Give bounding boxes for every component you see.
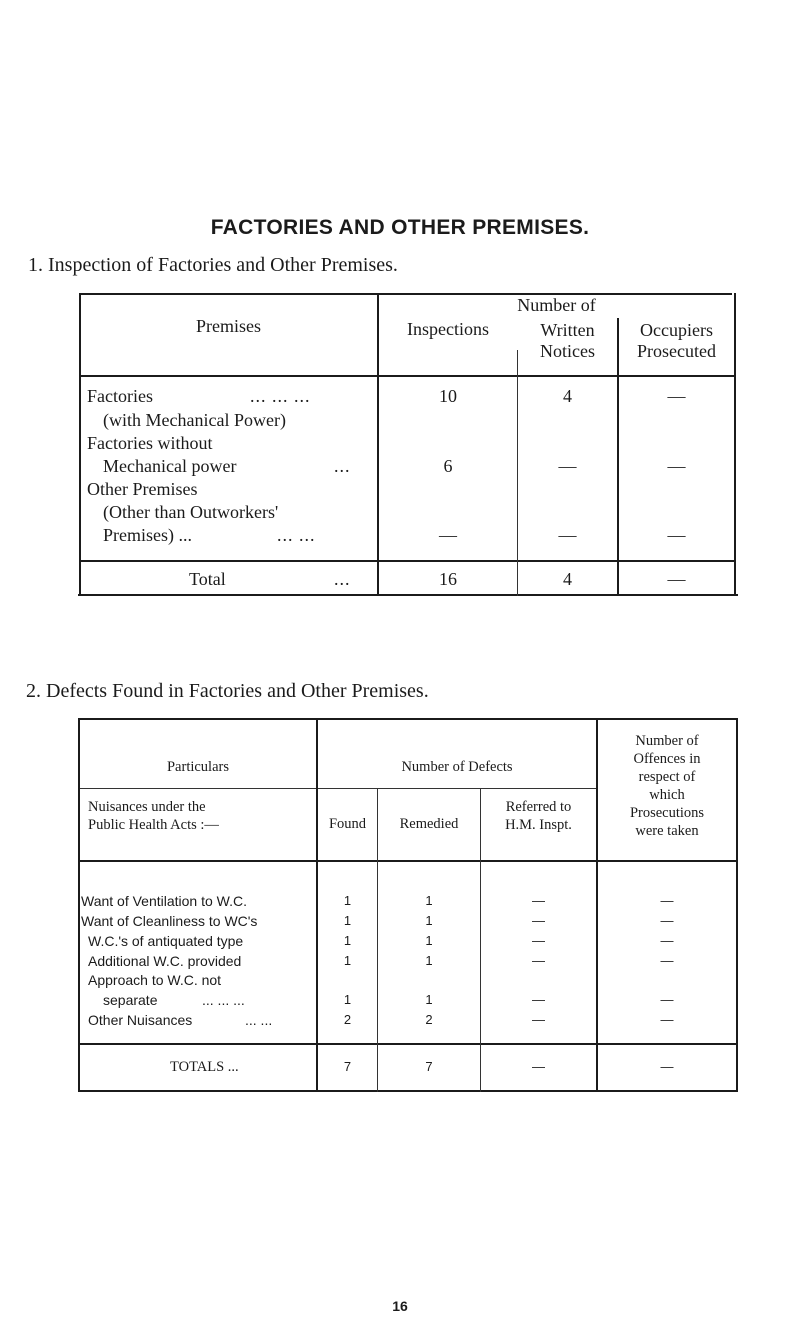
col-header-referred: Referred to H.M. Inspt. [505,799,572,833]
section-2-heading: 2. Defects Found in Factories and Other Premises. [26,680,429,702]
cell-referred: — [532,953,545,968]
table2-bottom-border [78,1090,738,1092]
table2-totals-rule [80,1043,736,1045]
leader-dots: ... ... ... [202,992,245,1008]
defect-row-label: Other Nuisances [88,1012,193,1028]
col-header-remedied: Remedied [399,816,459,832]
cell-found: 1 [343,913,352,928]
row-label: Factories [87,386,153,406]
cell-offences: — [660,953,674,968]
row-label-continued: Premises) ... [103,525,192,545]
cell-inspections: — [439,525,457,545]
table2-header-rule [80,860,736,862]
page-title: FACTORIES AND OTHER PREMISES. [210,216,590,239]
total-inspections: 16 [439,569,457,589]
leader-dots: ... ... [277,525,316,545]
totals-label: TOTALS ... [170,1059,239,1075]
defect-row-label-continued: separate [103,992,158,1008]
row-label-continued: (Other than Outworkers' [103,502,279,522]
col-header-inspections: Inspections [407,319,489,339]
col-group-header: Number of [517,295,596,315]
cell-found: 1 [343,893,352,908]
cell-remedied: 1 [425,953,433,968]
cell-referred: — [532,992,545,1007]
cell-found: 1 [343,953,352,968]
section-1-heading: 1. Inspection of Factories and Other Premises. [28,254,398,276]
cell-referred: — [532,1012,545,1027]
cell-offences: — [660,933,674,948]
cell-offences: — [660,893,674,908]
cell-referred: — [532,913,545,928]
cell-occupiers: — [667,386,686,406]
cell-written-notices: — [558,456,577,476]
cell-remedied: 1 [425,933,433,948]
cell-found: 1 [343,933,352,948]
cell-referred: — [532,933,545,948]
col-header-premises: Premises [196,316,261,336]
page-number: 16 [392,1298,408,1314]
cell-found: 2 [343,1012,352,1027]
col-header-occupiers-prosecuted: Occupiers Prosecuted [637,320,716,361]
totals-offences: — [660,1059,674,1074]
cell-offences: — [660,1012,674,1027]
cell-remedied: 1 [425,893,433,908]
leader-dots: ... [334,569,351,589]
sub-header-nuisances: Nuisances under the Public Health Acts :— [88,799,219,833]
table2-top-border [78,718,736,720]
row-label: Other Premises [87,479,198,499]
table2-right-border [736,718,738,1092]
defect-row-label: Additional W.C. provided [88,953,242,969]
cell-offences: — [660,992,674,1007]
total-label: Total [189,569,226,589]
cell-occupiers: — [667,525,686,545]
cell-remedied: 1 [425,913,433,928]
col-header-written-notices: Written Notices [540,320,595,361]
totals-found: 7 [343,1059,352,1074]
col-header-offences: Number of Offences in respect of which Prosecutions were taken [629,733,705,839]
cell-written-notices: 4 [563,386,572,406]
row-label-continued: (with Mechanical Power) [103,410,286,430]
col-group-header: Number of Defects [401,759,513,775]
col-header-particulars: Particulars [166,759,229,775]
totals-referred: — [532,1059,545,1074]
row-label: Factories without [87,433,213,453]
row-label-continued: Mechanical power [103,456,237,476]
cell-remedied: 2 [425,1012,433,1027]
cell-found: 1 [343,992,352,1007]
cell-referred: — [532,893,545,908]
col-header-found: Found [328,816,367,832]
cell-occupiers: — [667,456,686,476]
leader-dots: ... ... [245,1012,273,1028]
defect-row-label: W.C.'s of antiquated type [88,933,244,949]
cell-inspections: 6 [443,456,453,476]
leader-dots: ... ... ... [250,386,311,406]
total-occupiers: — [667,569,686,589]
defect-row-label: Want of Cleanliness to WC's [81,913,258,929]
defect-row-label: Approach to W.C. not [88,972,222,988]
total-written-notices: 4 [563,569,572,589]
cell-remedied: 1 [425,992,433,1007]
defect-row-label: Want of Ventilation to W.C. [81,893,248,909]
leader-dots: ... [334,456,351,476]
table2-subheader-rule [80,788,596,789]
cell-offences: — [660,913,674,928]
cell-written-notices: — [558,525,577,545]
cell-inspections: 10 [439,386,457,406]
totals-remedied: 7 [425,1059,433,1074]
